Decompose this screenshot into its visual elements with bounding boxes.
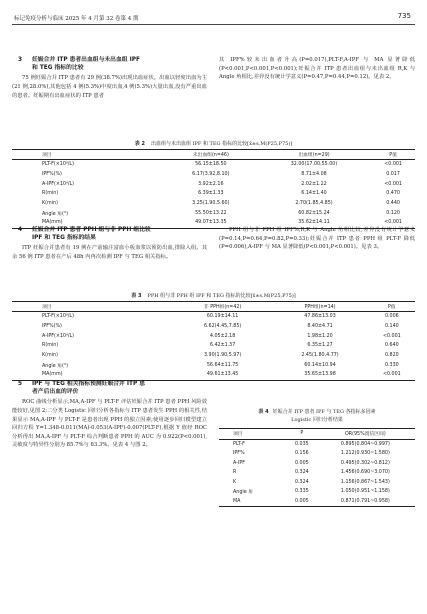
table-cell: Angle 角(°) [42, 211, 69, 217]
table-cell: 0.440 [386, 201, 400, 207]
table-cell: 3.25(1.90,5.60) [192, 201, 230, 207]
table-cell: 4.05±2.18 [209, 333, 236, 339]
table-cell: 0.335 [294, 489, 309, 495]
table-row [219, 449, 415, 459]
table-cell: 0.495(0.302~0.812) [340, 460, 390, 466]
table-row [219, 478, 415, 488]
table-cell: K [233, 479, 237, 485]
table-cell: <0.001 [384, 162, 402, 168]
section-5-heading: 5 IPF 与 TEG 相关指标预测妊娠合并 ITP 患 者产后出血的评价 [18, 381, 146, 396]
table-cell: 6.42±1.37 [209, 343, 236, 349]
table-header-row: 项目 未出血组(n=46) 出血组(n=29) P值 [12, 150, 415, 160]
table-row [12, 199, 415, 209]
table-row [12, 160, 415, 170]
table-cell: 35.62±14.11 [298, 220, 330, 226]
table-cell: 1.212(0.930~1.580) [340, 451, 390, 457]
table-cell: MA [233, 498, 241, 504]
table-cell: 47.86±13.03 [304, 314, 336, 320]
table-cell: 0.871(0.791~0.958) [340, 498, 390, 504]
table-cell: R(min) [42, 343, 59, 349]
table-3-caption: 表 3 PPH 组与非 PPH 组 IPF 和 TEG 指标的比较[x̄±s,M(P25,P75)] [131, 293, 296, 299]
table-row [12, 170, 415, 180]
section-4-paragraph: ITP 妊娠合并患者有 19 例在产前输注富血小板血浆以预防出血,排除入组。其余 56 例 ITP 患者在产后 48h 内再次检测 IPF 与 TEG 相关指标。 [12, 245, 207, 260]
table-cell: 2.70(1.85,4.85) [295, 201, 333, 207]
table-row [12, 351, 415, 361]
table-row [219, 468, 415, 478]
table-cell: A-IPF(×10⁹/L) [42, 181, 75, 187]
table-row [12, 179, 415, 189]
page-number: 735 [397, 12, 411, 20]
table-cell: <0.001 [384, 181, 402, 187]
table-row [12, 360, 415, 370]
section-5-paragraph: ROC 曲线分析显示,MA,A-IPF 与 PLT-F 评估妊娠合并 ITP 患者 PPH 风险效能较好,见图 2;二分类 Logistic 回归分析各指标与 ITP 患者发生 PPH 的相关性,结果显示 MA,A-IPF 与 PLT-F 是患者出现 PPH 的独立因素;使用逐步回归模型建立回归方程 Y=1.348-0.011(MA)-0.053(A-IPF)-0.007(PLT-F),根据 Y 值经 ROC 分析得出 MA,A-IPF 与 PLT-F 综合判断患者 PPH 的 AUC 为 0.922(P<0.001),灵敏度与特异性分别为 85.7%与 83.3%。见表 4 与图 2。 [12, 399, 207, 449]
table-cell: R(min) [42, 191, 59, 197]
table-cell: 0.895(0.804~0.997) [340, 441, 390, 447]
table-row [12, 370, 415, 380]
table-row [219, 487, 415, 497]
results-paragraph: 其 IPF%较未出血者升高(P=0.017),PLT-F,A-IPF 与 MA 显著降低(P<0.001,P<0.001,P<0.001);妊娠合并 ITP 患者出血组与未出血组 R,K 与 Angle 角相比,差异没有统计学意义(P=0.47,P=0.44,P=0.12)。见表 2。 [219, 57, 415, 81]
table-cell: 1.456(0.690~3.070) [340, 470, 390, 476]
results-continued [219, 56, 415, 82]
table-cell: 6.62(4.45,7.85) [203, 324, 242, 330]
table-cell: 1.050(0.951~1.158) [340, 489, 390, 495]
table-cell: <0.001 [384, 220, 402, 226]
table-cell: 0.470 [386, 191, 400, 197]
table-cell: 6.17(3.92,8.10) [192, 172, 230, 178]
table-2-caption: 表 2 出血组与未出血组 IPF 和 TEG 指标的比较[x̄±s,M(P25,P75)] [134, 141, 293, 147]
table-cell: PLT-F [233, 441, 245, 447]
table-4 [219, 428, 415, 507]
section-3 [12, 56, 207, 100]
table-cell: 60.82±15.24 [298, 210, 330, 216]
table-cell: 0.005 [294, 460, 309, 466]
table-cell: 0.017 [386, 172, 400, 178]
table-row [12, 331, 415, 341]
table-header-row: 项目 非 PPH组(n=42) PPH组(n=14) P值 [12, 302, 415, 312]
table-row [219, 459, 415, 469]
table-cell: 0.330 [384, 362, 399, 368]
table-cell: IPF%(%) [42, 172, 62, 178]
table-cell: 0.120 [386, 210, 400, 216]
table-cell: R [233, 470, 237, 476]
section-4 [12, 226, 207, 262]
table-cell: A-IPF(×10⁹/L) [42, 333, 75, 339]
table-cell: A-IPF [233, 460, 245, 466]
table-cell: 0.035 [294, 441, 309, 447]
table-cell: 0.324 [294, 479, 309, 485]
table-cell: 3.90(1.90,5.97) [203, 353, 242, 359]
table-cell: 3.92±2.16 [198, 181, 224, 187]
table-cell: IPF%(%) [42, 324, 62, 330]
table-cell: 55.50±13.22 [195, 210, 227, 216]
table-cell: Angle 角 [233, 490, 253, 496]
table-2 [12, 149, 415, 229]
section-4-heading: 4 妊娠合并 ITP 患者 PPH 组与非 PPH 组比较 IPF 和 TEG 指标的结果 [18, 227, 151, 242]
table-cell: 0.006 [384, 314, 399, 320]
table-cell: 1.98±1.20 [307, 333, 333, 339]
table-cell: 32.00(17.00,55.00) [290, 162, 338, 168]
table-cell: 49.07±13.35 [195, 220, 227, 226]
table-cell: PLT-F(×10⁹/L) [42, 162, 74, 168]
table-cell: 60.14±10.94 [304, 362, 336, 368]
table-cell: 2.02±1.22 [301, 181, 327, 187]
section-3-paragraph: 75 例妊娠合并 ITP 患者有 29 例(38.7%)出现出血症状。出血以轻度出血为主(21 例,28.0%),其他包括 4 例(5.3%)中度出血,4 例(5.3%)大量出血,没有严重出血的患者。妊娠期有出血症状的 ITP 患者 [12, 75, 207, 99]
table-cell: 0.820 [384, 353, 399, 359]
table-header-row: 项目 P OR(95%置信区间) [219, 429, 415, 440]
table-row [12, 341, 415, 351]
table-3 [12, 301, 415, 381]
table-4-caption: 表 4 妊娠合并 ITP 患者 IPF 与 TEG 各指标多因素 Logistic 回归分析结果 [258, 409, 376, 423]
table-cell: 6.39±1.33 [198, 191, 224, 197]
table-cell: K(min) [42, 201, 58, 207]
table-cell: IPF% [233, 451, 245, 457]
table-cell: K(min) [42, 353, 58, 359]
table-row [12, 189, 415, 199]
table-row [12, 312, 415, 322]
table-cell: 60.19±14.11 [206, 314, 239, 320]
section-5 [12, 380, 207, 450]
table-cell: 0.324 [294, 470, 309, 476]
table-cell: 56.15±18.50 [195, 162, 227, 168]
table-cell: 6.35±1.27 [307, 343, 333, 349]
table-cell: Angle 角(°) [42, 363, 69, 369]
pph-paragraph: PPH 组与非 PPH 组 IPF%,R,K 与 Angle 角相比较,差异没有统计学意义(P=0.14,P=0.64,P=0.82,P=0.33);妊娠合并 ITP 患者 PPH 组 PLT-F 降低(P=0.006),A-IPF 与 MA 显著降低(P<0.001,P<0.001)。见表 3。 [219, 227, 415, 251]
pph-comparison-text [219, 226, 415, 252]
table-cell: 8.40±4.71 [307, 324, 333, 330]
table-cell: 1.156(0.867~1.543) [340, 479, 390, 485]
table-cell: 8.71±4.08 [301, 172, 327, 178]
table-cell: 0.640 [384, 343, 399, 349]
running-header [12, 12, 415, 25]
table-cell: 49.61±13.45 [206, 372, 239, 378]
table-cell: MA(mm) [42, 372, 63, 378]
table-cell: 0.156 [294, 451, 309, 457]
table-cell: 35.65±13.98 [304, 372, 336, 378]
table-cell: <0.001 [382, 333, 401, 339]
table-row [219, 439, 415, 449]
table-row [219, 497, 415, 507]
table-row [12, 322, 415, 332]
section-3-heading: 3 妊娠合并 ITP 患者出血组与未出血组 IPF 和 TEG 指标的比较 [18, 57, 140, 72]
table-cell: PLT-F(×10⁹/L) [42, 314, 74, 320]
table-cell: MA(mm) [42, 220, 63, 226]
journal-issue: 标记免疫分析与临床 2025 年 4 月第 32 卷第 4 期 [14, 16, 139, 22]
table-cell: 0.140 [384, 324, 399, 330]
table-row [12, 208, 415, 218]
table-cell: 2.45(1.80,4.77) [301, 353, 339, 359]
table-cell: 6.14±1.40 [301, 191, 327, 197]
table-cell: <0.001 [382, 372, 401, 378]
table-cell: 0.005 [294, 498, 309, 504]
table-cell: 56.64±11.75 [206, 362, 239, 368]
